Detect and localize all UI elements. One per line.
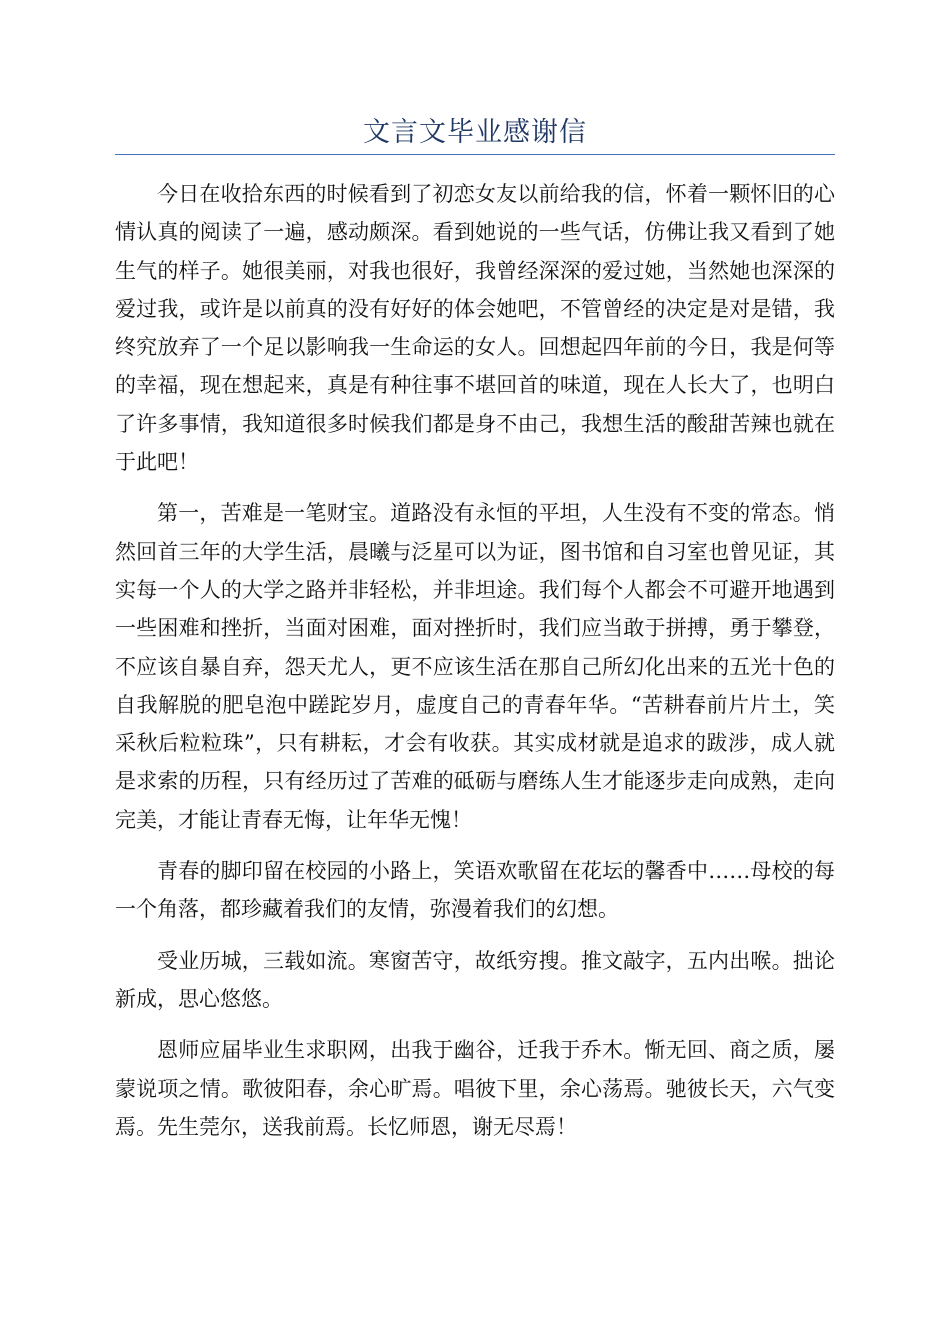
paragraph-1: 今日在收拾东西的时候看到了初恋女友以前给我的信，怀着一颗怀旧的心情认真的阅读了一遍，感动颇深。看到她说的一些气话，仿佛让我又看到了她生气的样子。她很美丽，对我也很好，我曾经深深的爱过她，当然她也深深的爱过我，或许是以前真的没有好好的体会她吧，不管曾经的决定是对是错，我终究放弃了一个足以影响我一生命运的女人。回想起四年前的今日，我是何等的幸福，现在想起来，真是有种往事不堪回首的味道，现在人长大了，也明白了许多事情，我知道很多时候我们都是身不由己，我想生活的酸甜苦辣也就在于此吧！: [115, 182, 835, 475]
document-body: [115, 175, 835, 1159]
page-title: 文言文毕业感谢信: [363, 117, 587, 148]
paragraph-5: 恩师应届毕业生求职网，出我于幽谷，迁我于乔木。惭无回、商之质，屡蒙说项之情。歌彼阳春，余心旷焉。唱彼下里，余心荡焉。驰彼长天，六气变焉。先生莞尔，送我前焉。长忆师恩，谢无尽焉！: [115, 1038, 835, 1139]
paragraph-2: 第一，苦难是一笔财宝。道路没有永恒的平坦，人生没有不变的常态。悄然回首三年的大学生活，晨曦与泛星可以为证，图书馆和自习室也曾见证，其实每一个人的大学之路并非轻松，并非坦途。我们每个人都会不可避开地遇到一些困难和挫折，当面对困难，面对挫折时，我们应当敢于拼搏，勇于攀登，不应该自暴自弃，怨天尤人，更不应该生活在那自己所幻化出来的五光十色的自我解脱的肥皂泡中蹉跎岁月，虚度自己的青春年华。“苦耕春前片片土，笑采秋后粒粒珠”，只有耕耘，才会有收获。其实成材就是追求的跋涉，成人就是求索的历程，只有经历过了苦难的砥砺与磨练人生才能逐步走向成熟，走向完美，才能让青春无悔，让年华无愧！: [115, 501, 835, 832]
paragraph-3: 青春的脚印留在校园的小路上，笑语欢歌留在花坛的馨香中……母校的每一个角落，都珍藏着我们的友情，弥漫着我们的幻想。: [115, 859, 835, 922]
paragraph-4: 受业历城，三载如流。寒窗苦守，故纸穷搜。推文敲字，五内出喉。拙论新成，思心悠悠。: [115, 948, 835, 1011]
title-underline: [115, 154, 835, 155]
